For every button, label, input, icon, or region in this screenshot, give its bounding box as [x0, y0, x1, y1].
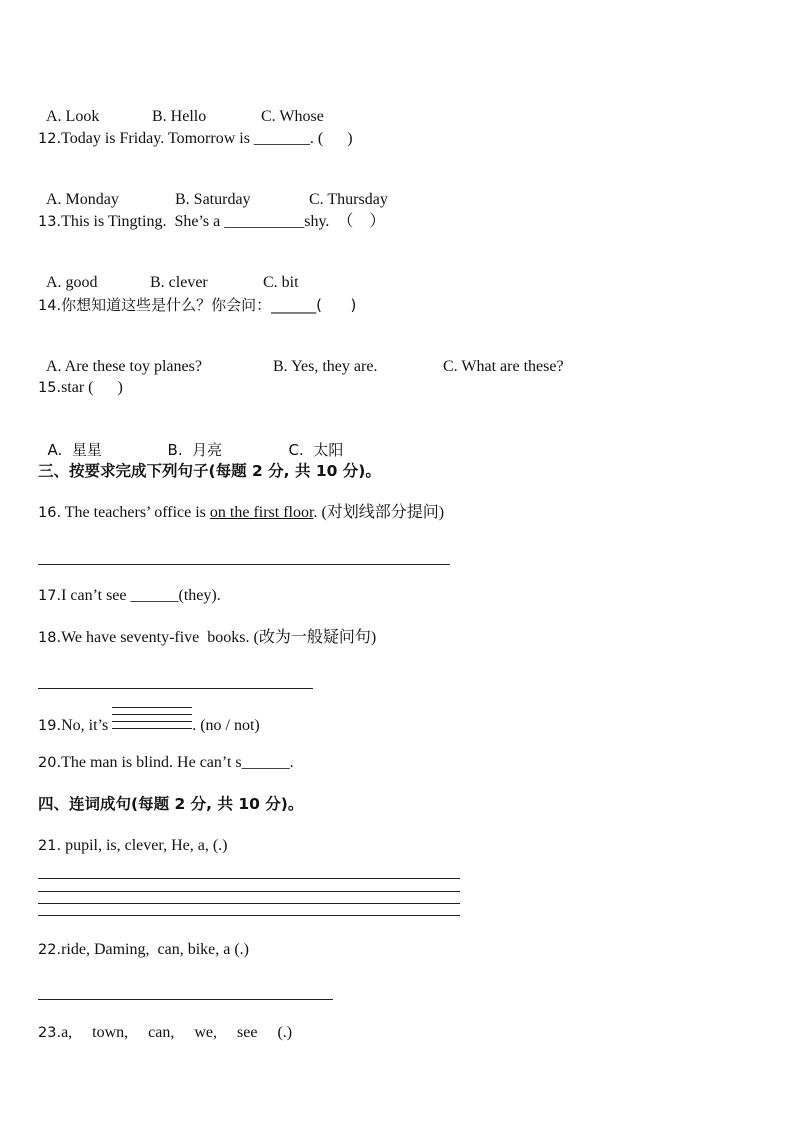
q21-answer-line-1[interactable] [38, 878, 460, 879]
q12-option-a: A. Monday [46, 191, 119, 208]
q16-text-post: . (对划线部分提问) [313, 504, 445, 521]
q18-answer-line[interactable] [38, 688, 313, 689]
q17-question [38, 586, 221, 606]
q13-number: 13. [38, 214, 62, 230]
q12-number: 12. [38, 131, 62, 147]
q13-option-c: C. bit [263, 274, 299, 291]
q12-text: Today is Friday. Tomorrow is _______. ( ) [61, 130, 353, 147]
q12-option-c: C. Thursday [309, 191, 388, 208]
q11-option-b: B. Hello [152, 108, 207, 125]
q20-text: The man is blind. He can’t s______. [61, 754, 294, 771]
q21-answer-line-2[interactable] [38, 891, 460, 892]
q13-question [38, 212, 385, 232]
q17-number: 17. [38, 588, 62, 604]
q20-question [38, 753, 294, 773]
q12-option-b: B. Saturday [175, 191, 251, 208]
q21-answer-line-3[interactable] [38, 903, 460, 904]
q15-question [38, 378, 123, 398]
q21-answer-line-4[interactable] [38, 915, 460, 916]
q23-question [38, 1023, 292, 1043]
q11-option-c: C. Whose [261, 108, 324, 125]
q12-options [38, 170, 388, 210]
q22-number: 22. [38, 942, 62, 958]
q22-text: ride, Daming, can, bike, a (.) [61, 941, 249, 958]
q22-answer-line[interactable] [38, 999, 333, 1000]
q23-number: 23. [38, 1025, 62, 1041]
q16-underlined-phrase: on the first floor [209, 504, 314, 521]
q15-text: star ( ) [61, 379, 123, 396]
q12-question [38, 129, 353, 149]
q18-text: We have seventy-five books. (改为一般疑问句) [61, 629, 377, 646]
q13-option-a: A. good [46, 274, 98, 291]
q21-text: pupil, is, clever, He, a, (.) [61, 837, 228, 854]
q19-number: 19. [38, 718, 62, 734]
q19-question [38, 716, 260, 736]
q23-text: a, town, can, we, see (.) [61, 1024, 293, 1041]
q15-option-c: C. 太阳 [288, 441, 344, 459]
q13-options [38, 253, 299, 293]
q15-option-b: B. 月亮 [167, 441, 223, 459]
q14-option-c: C. What are these? [443, 358, 564, 375]
q21-number: 21. [38, 838, 62, 854]
q16-text-pre: The teachers’ office is [61, 504, 210, 521]
section3-heading: 三、按要求完成下列句子(每题 2 分, 共 10 分)。 [38, 462, 381, 480]
q16-number: 16. [38, 505, 62, 521]
q13-text: This is Tingting. She’s a __________shy. （ ） [61, 213, 386, 230]
q19-text-post: . (no / not) [192, 717, 260, 734]
q14-text: 你想知道这些是什么？你会问：______( ) [61, 296, 357, 314]
q22-question [38, 940, 249, 960]
q14-option-b: B. Yes, they are. [273, 358, 378, 375]
q18-number: 18. [38, 630, 62, 646]
q15-options [38, 420, 343, 460]
q18-question [38, 628, 376, 648]
q16-answer-line[interactable] [38, 564, 450, 565]
q20-number: 20. [38, 755, 62, 771]
q14-question [38, 295, 356, 316]
q17-text: I can’t see ______(they). [61, 587, 221, 604]
q14-options [38, 337, 564, 377]
q11-option-a: A. Look [46, 108, 100, 125]
q16-question [38, 503, 444, 523]
q19-text-pre: No, it’s [61, 717, 113, 734]
q14-number: 14. [38, 298, 62, 314]
q14-option-a: A. Are these toy planes? [46, 358, 202, 375]
q15-option-a: A. 星星 [47, 441, 102, 459]
q15-number: 15. [38, 380, 62, 396]
q11-options [38, 87, 324, 127]
q19-answer-blank-lines[interactable] [112, 716, 192, 736]
section4-heading: 四、连词成句(每题 2 分, 共 10 分)。 [38, 795, 304, 813]
q13-option-b: B. clever [150, 274, 208, 291]
q21-question [38, 836, 227, 856]
